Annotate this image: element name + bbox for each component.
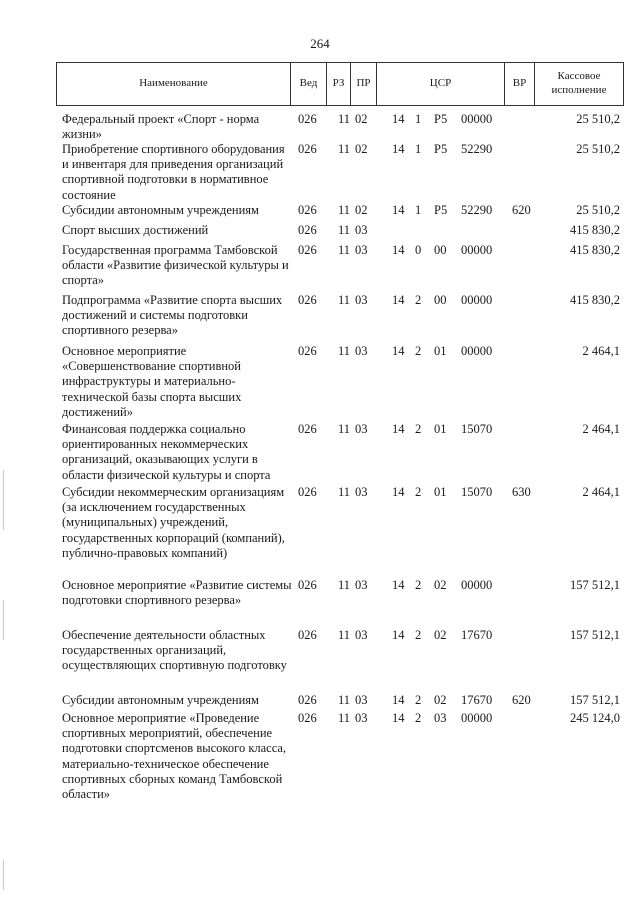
- row-csr-program: 14: [392, 485, 405, 499]
- row-name: Субсидии некоммерческим организациям (за исключением государственных (муниципальных) учреждений, государственных корпораций (компаний), публично-правовых компаний): [62, 485, 285, 560]
- row-ved: 026: [298, 422, 317, 436]
- row-ved: 026: [298, 628, 317, 642]
- row-pr: 03: [355, 693, 368, 707]
- row-csr-event: 03: [434, 711, 447, 725]
- row-name: Основное мероприятие «Совершенствование спортивной инфраструктуры и материально-технической базы спорта высших достижений»: [62, 344, 242, 419]
- row-rz: 11: [338, 578, 351, 592]
- row-csr-direction: 15070: [461, 485, 493, 499]
- row-csr-direction: 17670: [461, 693, 493, 707]
- row-csr-event: P5: [434, 203, 448, 217]
- row-amount: 415 830,2: [570, 293, 620, 307]
- row-csr-program: 14: [392, 112, 405, 126]
- header-vr: ВР: [505, 63, 535, 105]
- row-csr-program: 14: [392, 578, 405, 592]
- row-rz: 11: [338, 711, 351, 725]
- row-csr-event: 02: [434, 693, 447, 707]
- row-csr-direction: 00000: [461, 112, 493, 126]
- row-ved: 026: [298, 142, 317, 156]
- row-csr-direction: 52290: [461, 203, 493, 217]
- row-pr: 02: [355, 203, 368, 217]
- row-ved: 026: [298, 203, 317, 217]
- scan-margin-mark: [3, 860, 4, 890]
- row-pr: 03: [355, 243, 368, 257]
- row-csr-program: 14: [392, 243, 405, 257]
- row-amount: 2 464,1: [582, 344, 620, 358]
- row-csr-subprogram: 2: [415, 711, 422, 725]
- row-ved: 026: [298, 293, 317, 307]
- header-pr: ПР: [351, 63, 377, 105]
- row-csr-event: 02: [434, 578, 447, 592]
- row-ved: 026: [298, 485, 317, 499]
- row-name: Субсидии автономным учреждениям: [62, 693, 259, 707]
- row-csr-event: P5: [434, 142, 448, 156]
- row-pr: 03: [355, 711, 368, 725]
- row-csr-subprogram: 1: [415, 203, 422, 217]
- row-rz: 11: [338, 223, 351, 237]
- header-csr: ЦСР: [377, 63, 505, 105]
- row-csr-subprogram: 2: [415, 693, 422, 707]
- row-csr-program: 14: [392, 711, 405, 725]
- row-csr-subprogram: 1: [415, 142, 422, 156]
- row-ved: 026: [298, 693, 317, 707]
- row-name: Спорт высших достижений: [62, 223, 209, 237]
- row-ved: 026: [298, 223, 317, 237]
- row-rz: 11: [338, 243, 351, 257]
- row-csr-event: 01: [434, 485, 447, 499]
- header-ved: Вед: [291, 63, 327, 105]
- row-csr-subprogram: 0: [415, 243, 422, 257]
- row-ved: 026: [298, 112, 317, 126]
- row-amount: 157 512,1: [570, 693, 620, 707]
- scan-margin-mark: [3, 470, 4, 530]
- row-pr: 03: [355, 223, 368, 237]
- row-csr-subprogram: 2: [415, 344, 422, 358]
- row-ved: 026: [298, 711, 317, 725]
- row-csr-direction: 52290: [461, 142, 493, 156]
- row-csr-subprogram: 2: [415, 578, 422, 592]
- row-name: Финансовая поддержка социально ориентированных некоммерческих организаций, оказывающих услуги в области физической культуры и спорта: [62, 422, 271, 482]
- row-rz: 11: [338, 344, 351, 358]
- row-csr-subprogram: 2: [415, 293, 422, 307]
- row-rz: 11: [338, 142, 351, 156]
- row-csr-program: 14: [392, 693, 405, 707]
- row-name: Обеспечение деятельности областных государственных организаций, осуществляющих спортивную подготовку: [62, 628, 287, 673]
- row-rz: 11: [338, 485, 351, 499]
- row-pr: 03: [355, 485, 368, 499]
- row-rz: 11: [338, 422, 351, 436]
- row-vr: 620: [512, 203, 531, 217]
- row-name: Подпрограмма «Развитие спорта высших достижений и системы подготовки спортивного резерва»: [62, 293, 283, 338]
- scan-margin-mark: [3, 600, 4, 640]
- row-csr-event: 00: [434, 243, 447, 257]
- row-name: Федеральный проект «Спорт - норма жизни»: [62, 112, 260, 142]
- row-amount: 245 124,0: [570, 711, 620, 725]
- row-pr: 02: [355, 142, 368, 156]
- row-csr-direction: 00000: [461, 293, 493, 307]
- row-csr-program: 14: [392, 422, 405, 436]
- row-pr: 02: [355, 112, 368, 126]
- row-csr-direction: 17670: [461, 628, 493, 642]
- row-amount: 25 510,2: [576, 203, 620, 217]
- row-csr-event: P5: [434, 112, 448, 126]
- row-csr-event: 00: [434, 293, 447, 307]
- row-csr-program: 14: [392, 203, 405, 217]
- row-amount: 2 464,1: [582, 422, 620, 436]
- row-csr-program: 14: [392, 142, 405, 156]
- row-rz: 11: [338, 293, 351, 307]
- row-csr-program: 14: [392, 344, 405, 358]
- row-csr-event: 01: [434, 422, 447, 436]
- row-pr: 03: [355, 293, 368, 307]
- row-amount: 157 512,1: [570, 578, 620, 592]
- row-name: Основное мероприятие «Развитие системы подготовки спортивного резерва»: [62, 578, 292, 608]
- row-ved: 026: [298, 578, 317, 592]
- row-rz: 11: [338, 203, 351, 217]
- row-csr-direction: 15070: [461, 422, 493, 436]
- header-rz: РЗ: [327, 63, 351, 105]
- row-rz: 11: [338, 112, 351, 126]
- row-csr-event: 01: [434, 344, 447, 358]
- row-csr-direction: 00000: [461, 711, 493, 725]
- row-ved: 026: [298, 243, 317, 257]
- header-name: Наименование: [57, 63, 291, 105]
- row-vr: 620: [512, 693, 531, 707]
- row-csr-direction: 00000: [461, 578, 493, 592]
- row-csr-subprogram: 2: [415, 422, 422, 436]
- row-csr-direction: 00000: [461, 344, 493, 358]
- row-amount: 415 830,2: [570, 243, 620, 257]
- row-csr-program: 14: [392, 628, 405, 642]
- row-vr: 630: [512, 485, 531, 499]
- row-csr-subprogram: 2: [415, 485, 422, 499]
- row-ved: 026: [298, 344, 317, 358]
- row-csr-direction: 00000: [461, 243, 493, 257]
- row-amount: 2 464,1: [582, 485, 620, 499]
- row-csr-subprogram: 1: [415, 112, 422, 126]
- row-pr: 03: [355, 344, 368, 358]
- row-amount: 415 830,2: [570, 223, 620, 237]
- row-name: Субсидии автономным учреждениям: [62, 203, 259, 217]
- row-pr: 03: [355, 628, 368, 642]
- row-name: Основное мероприятие «Проведение спортивных мероприятий, обеспечение подготовки спортсменов высокого класса, материально-техническое обеспечение спортивных сборных команд Тамбовской области»: [62, 711, 287, 802]
- row-csr-program: 14: [392, 293, 405, 307]
- row-amount: 157 512,1: [570, 628, 620, 642]
- row-pr: 03: [355, 422, 368, 436]
- row-pr: 03: [355, 578, 368, 592]
- row-name: Государственная программа Тамбовской области «Развитие физической культуры и спорта»: [62, 243, 289, 288]
- row-amount: 25 510,2: [576, 112, 620, 126]
- header-amount: Кассовое исполнение: [551, 70, 607, 96]
- row-csr-subprogram: 2: [415, 628, 422, 642]
- row-name: Приобретение спортивного оборудования и инвентаря для приведения организаций спортивной подготовки в нормативное состояние: [62, 142, 285, 202]
- row-rz: 11: [338, 628, 351, 642]
- page-number: 264: [310, 36, 330, 51]
- row-amount: 25 510,2: [576, 142, 620, 156]
- row-csr-event: 02: [434, 628, 447, 642]
- row-rz: 11: [338, 693, 351, 707]
